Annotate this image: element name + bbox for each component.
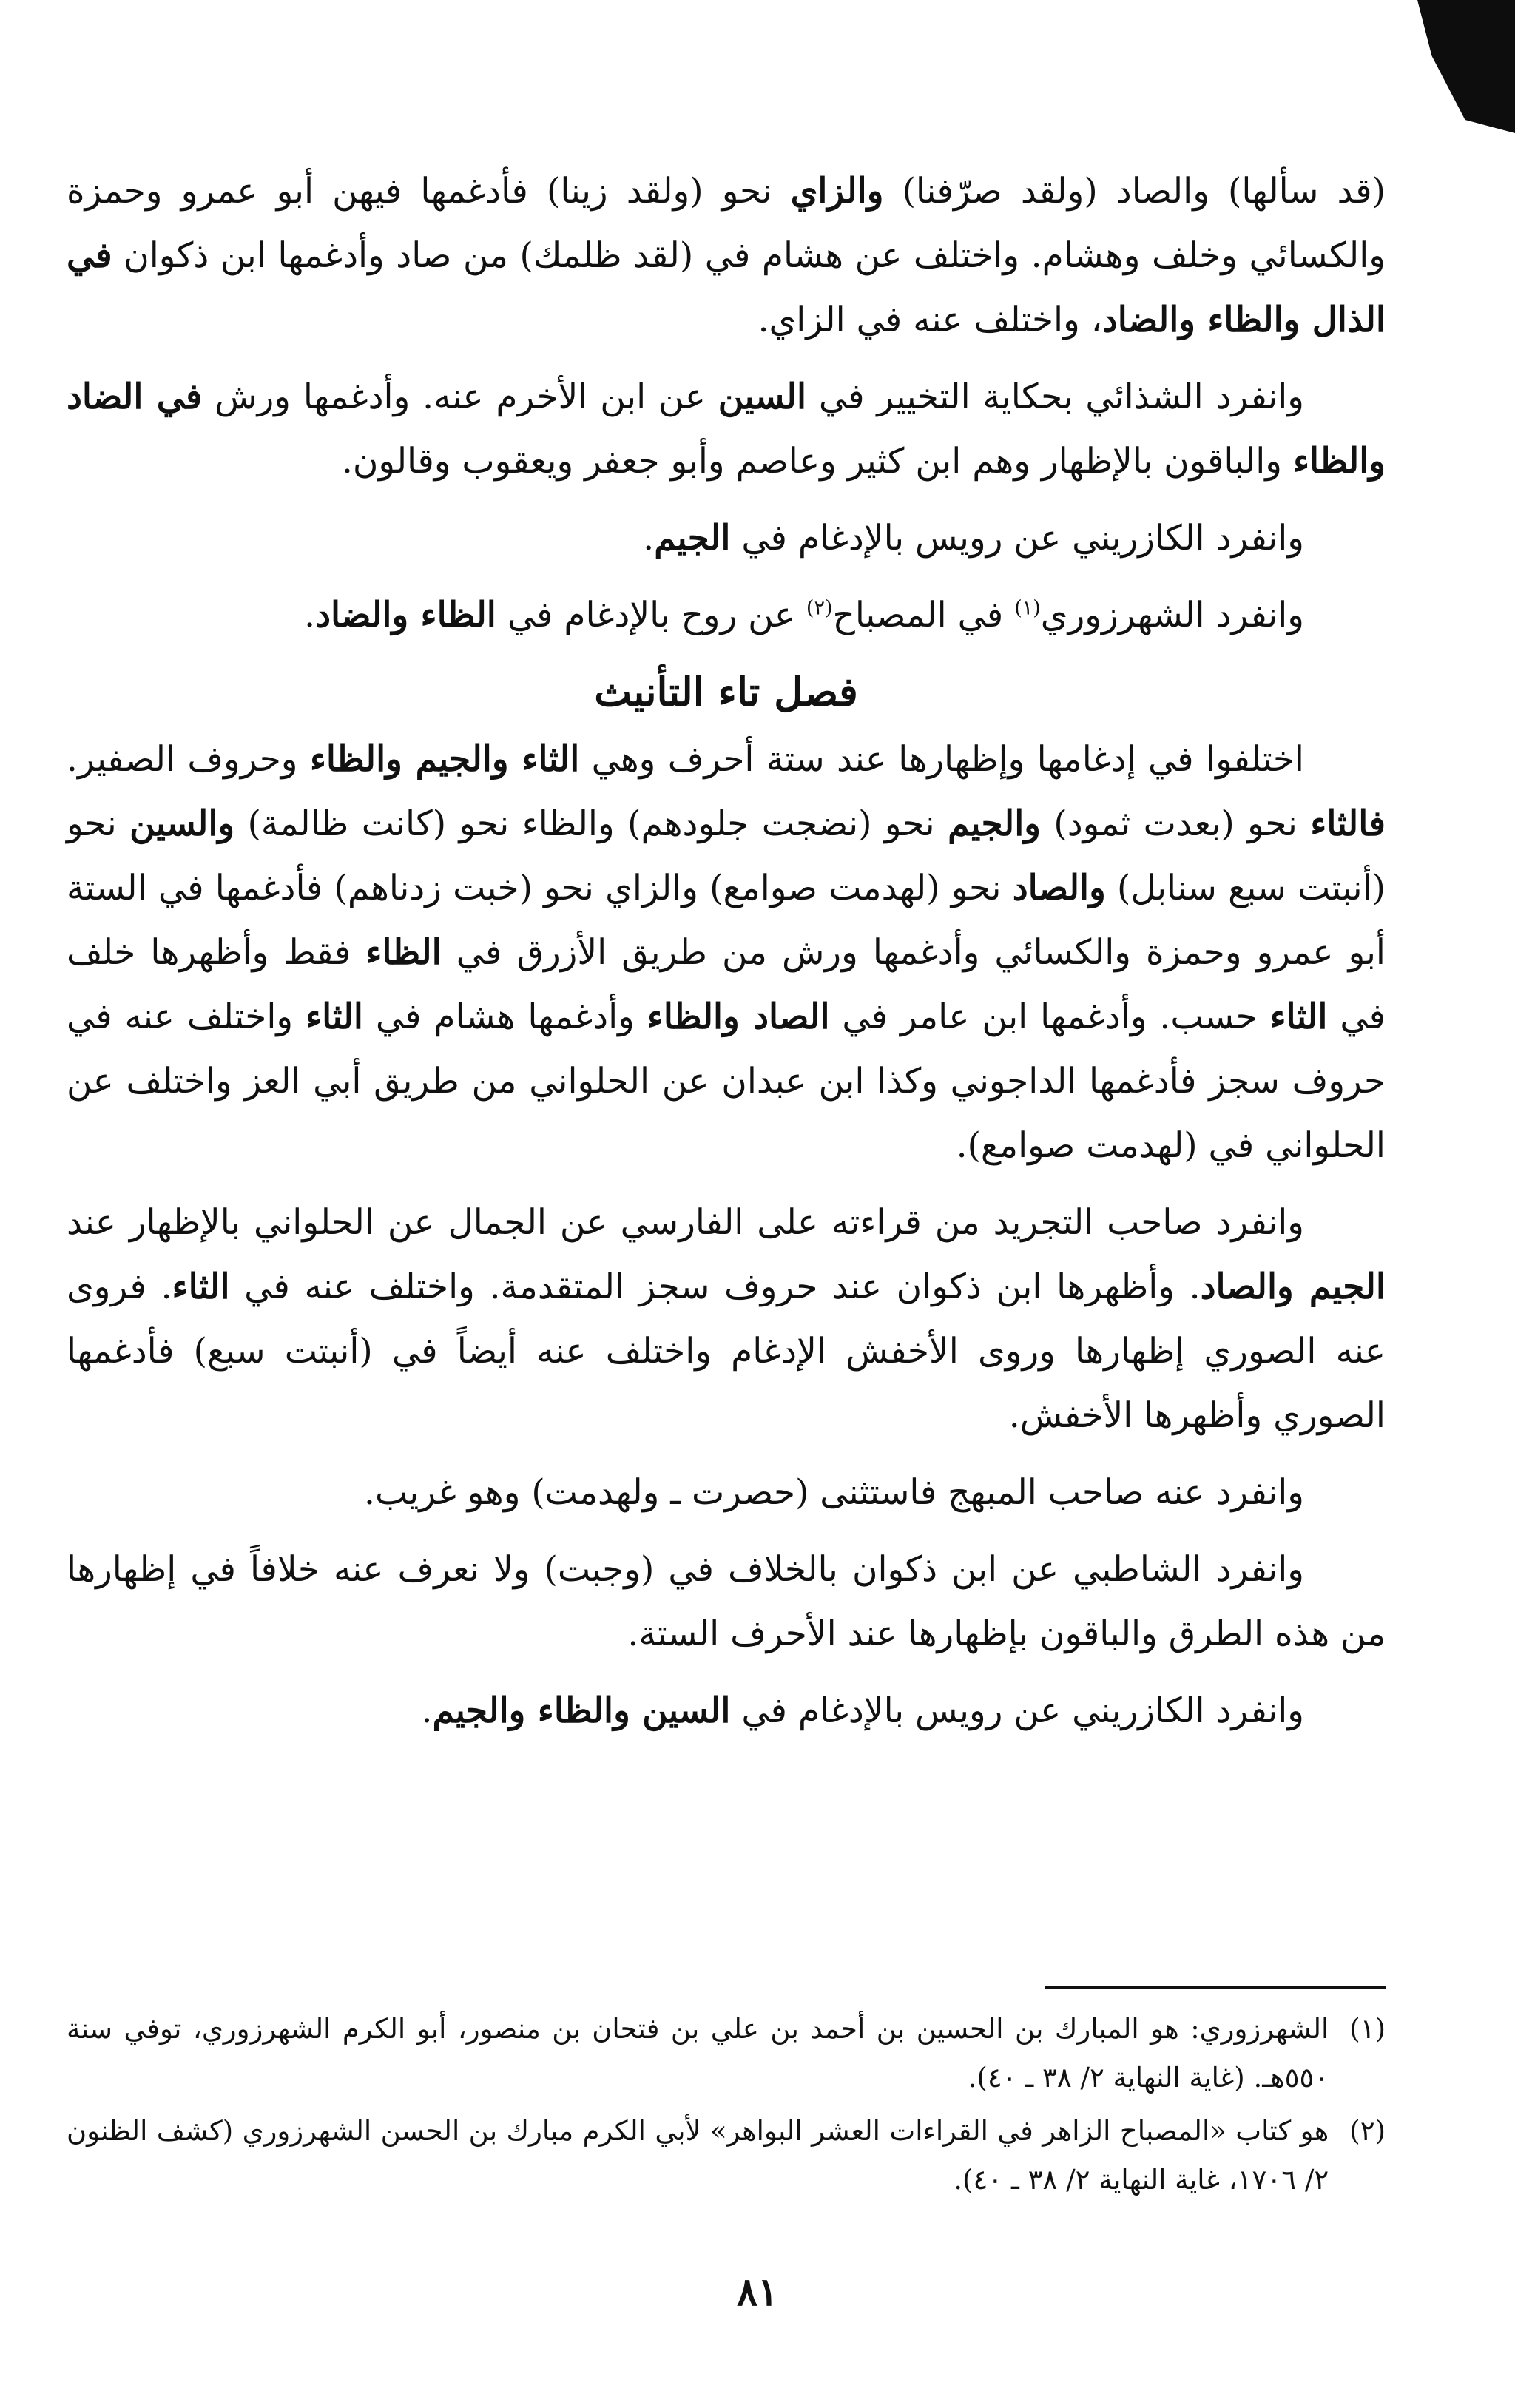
paragraph-9: وانفرد الكازريني عن رويس بالإدغام في السين والظاء والجيم. [421,1690,1304,1731]
footnote-separator [1045,1986,1386,1989]
paragraph-2: وانفرد الشذائي بحكاية التخيير في السين عن ابن الأخرم عنه. وأدغمها ورش في الضاد والظاء والباقون بالإظهار وهم ابن كثير وعاصم وأبو جعفر ويعقوب وقالون. [67,377,1386,482]
paragraph-1: (قد سألها) والصاد (ولقد صرّفنا) والزاي نحو (ولقد زينا) فأدغمها فيهن أبو عمرو وحمزة والكسائي وخلف وهشام. واختلف عن هشام في (لقد ظلمك) من صاد وأدغمها ابن ذكوان في الذال والظاء والضاد، واختلف عنه في الزاي. [67,171,1386,340]
footnote-2 [67,2107,1386,2205]
section-heading: فصل تاء التأنيث [594,668,858,715]
footnote-text: الشهرزوري: هو المبارك بن الحسين بن أحمد بن علي بن فتحان بن منصور، أبو الكرم الشهرزوري، توفي سنة ٥٥٠هـ. (غاية النهاية ٢/ ٣٨ ـ ٤٠). [67,2013,1329,2094]
page-number: ٨١ [737,2270,778,2315]
scan-corner-shadow [1404,0,1515,133]
paragraph-6: وانفرد صاحب التجريد من قراءته على الفارسي عن الجمال عن الحلواني بالإظهار عند الجيم والصاد. وأظهرها ابن ذكوان عند حروف سجز المتقدمة. واختلف عنه في الثاء. فروى عنه الصوري إظهارها وروى الأخفش الإدغام واختلف عنه أيضاً في (أنبتت سبع) فأدغمها الصوري وأظهرها الأخفش. [67,1202,1386,1436]
footnote-1 [67,2005,1386,2102]
footnote-number: (٢) [1349,2115,1386,2147]
footnote-ref-1[interactable]: (١) [1014,596,1041,620]
footnotes [67,2005,1386,2209]
footnote-number: (١) [1349,2013,1386,2045]
paragraph-8: وانفرد الشاطبي عن ابن ذكوان بالخلاف في (وجبت) ولا نعرف عنه خلافاً في إظهارها من هذه الطرق والباقون بإظهارها عند الأحرف الستة. [67,1549,1386,1654]
paragraph-3: وانفرد الكازريني عن رويس بالإدغام في الجيم. [643,518,1304,559]
page-body [67,159,1386,1756]
footnote-text: هو كتاب «المصباح الزاهر في القراءات العشر البواهر» لأبي الكرم مبارك بن الحسن الشهرزوري (كشف الظنون ٢/ ١٧٠٦، غاية النهاية ٢/ ٣٨ ـ ٤٠). [67,2115,1329,2196]
paragraph-5: اختلفوا في إدغامها وإظهارها عند ستة أحرف وهي الثاء والجيم والظاء وحروف الصفير. فالثاء نحو (بعدت ثمود) والجيم نحو (نضجت جلودهم) والظاء نحو (كانت ظالمة) والسين نحو (أنبتت سبع سنابل) والصاد نحو (لهدمت صوامع) والزاي نحو (خبت زدناهم) فأدغمها في الستة أبو عمرو وحمزة والكسائي وأدغمها ورش من طريق الأزرق في الظاء فقط وأظهرها خلف في الثاء حسب. وأدغمها ابن عامر في الصاد والظاء وأدغمها هشام في الثاء واختلف عنه في حروف سجز فأدغمها الداجوني وكذا ابن عبدان عن الحلواني من طريق أبي العز واختلف عن الحلواني في (لهدمت صوامع). [67,739,1386,1166]
paragraph-7: وانفرد عنه صاحب المبهج فاستثنى (حصرت ـ ولهدمت) وهو غريب. [364,1472,1304,1513]
paragraph-4: وانفرد الشهرزوري$^{(١)}$ في المصباح$^{(٢)}$ عن روح بالإدغام في الظاء والضاد. [304,595,1304,635]
footnote-ref-2[interactable]: (٢) [806,596,833,620]
